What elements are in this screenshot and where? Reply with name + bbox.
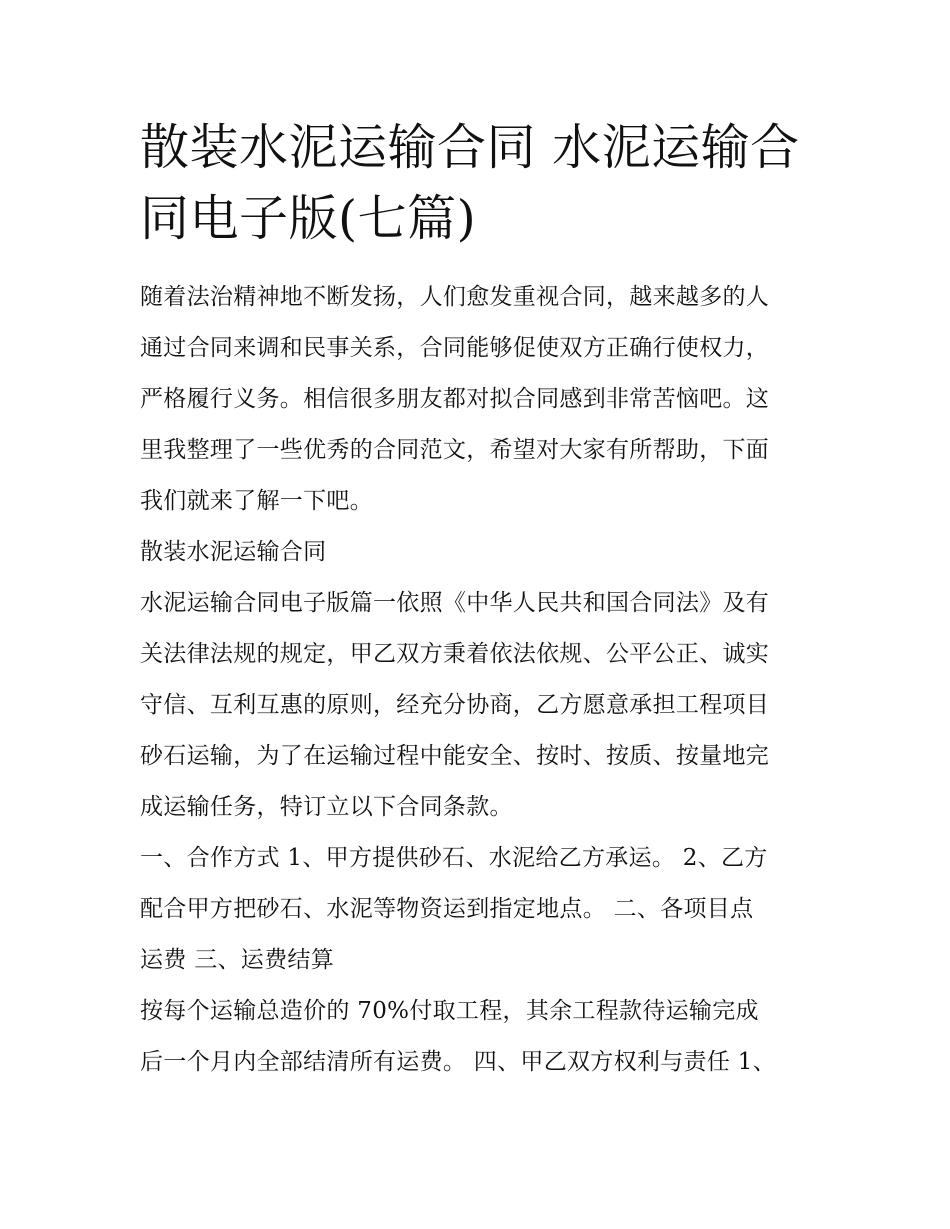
document-title: 散装水泥运输合同 水泥运输合 同电子版(七篇) [140,119,800,247]
section-heading: 散装水泥运输合同 [140,539,327,565]
settlement-paragraph: 按每个运输总造价的 70%付取工程，其余工程款待运输完成 后一个月内全部结清所有运费。 四、甲乙双方权利与责任 1、 [140,998,776,1075]
intro-paragraph: 随着法治精神地不断发扬，人们愈发重视合同，越来越多的人 通过合同来调和民事关系，合同能够促使双方正确行使权力， 严格履行义务。相信很多朋友都对拟合同感到非常苦恼吧。这 里我整理了一些优秀的合同范文，希望对大家有所帮助，下面 我们就来了解一下吧。 [140,284,770,514]
cooperation-terms-paragraph: 一、合作方式 1、甲方提供砂石、水泥给乙方承运。 2、乙方 配合甲方把砂石、水泥等物资运到指定地点。 二、各项目点 运费 三、运费结算 [140,845,768,973]
document-body [140,112,812,1088]
contract-preamble-paragraph: 水泥运输合同电子版篇一依照《中华人民共和国合同法》及有 关法律法规的规定，甲乙双方秉着依法依规、公平公正、诚实 守信、互利互惠的原则，经充分协商，乙方愿意承担工程项目 砂石运输，为了在运输过程中能安全、按时、按质、按量地完 成运输任务，特订立以下合同条款。 [140,590,770,820]
